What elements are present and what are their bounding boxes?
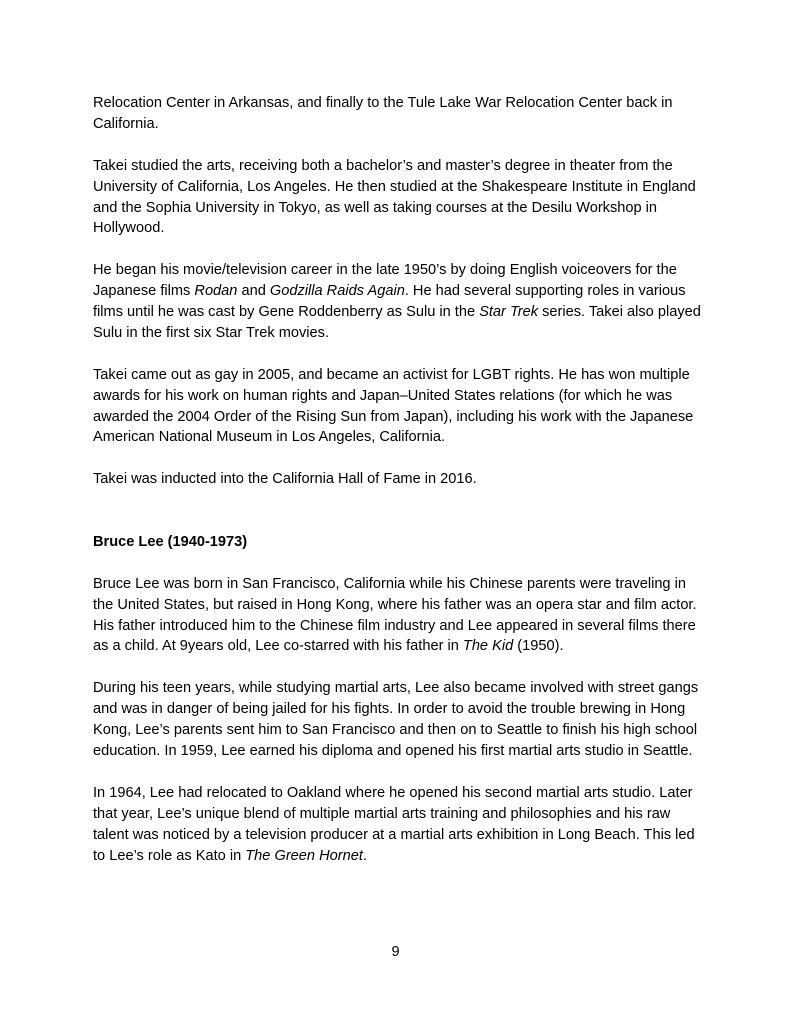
text-span: . [362, 847, 367, 864]
text-span: . He had several supporting roles in various films until he was cast by Gene Roddenberry as Sulu in the [93, 283, 686, 321]
document-body [93, 93, 708, 887]
series-title-green-hornet: The Green Hornet [245, 847, 363, 864]
section-heading-bruce-lee: Bruce Lee (1940-1973) [93, 533, 248, 550]
text-span: In 1964, Lee had relocated to Oakland where he opened his second martial arts studio. Later that year, Lee’s unique blend of multiple martial arts training and philosophies and his raw talent was noticed by a television producer at a martial arts exhibition in Long Beach. This led to Lee’s role as Kato in [93, 784, 695, 864]
text-span: series. Takei also played Sulu in the first six Star Trek movies. [93, 304, 701, 341]
text-span: (1950). [513, 638, 564, 655]
film-title-the-kid: The Kid [462, 638, 514, 655]
text-span: He began his movie/television career in the late 1950’s by doing English voiceovers for the Japanese films [93, 262, 677, 300]
takei-paragraph-hall-of-fame: Takei was inducted into the California Hall of Fame in 2016. [93, 471, 477, 488]
film-title-godzilla: Godzilla Raids Again [269, 283, 405, 300]
film-title-rodan: Rodan [194, 283, 238, 300]
takei-paragraph-career [93, 260, 708, 344]
series-title-star-trek: Star Trek [479, 304, 539, 321]
text-span: and [237, 283, 270, 300]
text-span: Bruce Lee was born in San Francisco, California while his Chinese parents were traveling in the United States, but raised in Hong Kong, where his father was an opera star and film actor. His father introduced him to the Chinese film industry and Lee appeared in several films there as a child. At 9years old, Lee co-starred with his father in [93, 575, 697, 655]
lee-paragraph-teen-years: During his teen years, while studying martial arts, Lee also became involved with street gangs and was in danger of being jailed for his fights. In order to avoid the trouble brewing in Hong Kong, Lee’s parents sent him to San Francisco and then on to Seattle to finish his high school education. In 1959, Lee earned his diploma and opened his first martial arts studio in Seattle. [93, 680, 699, 759]
lee-paragraph-early-life [93, 574, 708, 658]
takei-paragraph-activism: Takei came out as gay in 2005, and became an activist for LGBT rights. He has won multiple awards for his work on human rights and Japan–United States relations (for which he was awarded the 2004 Order of the Rising Sun from Japan), including his work with the Japanese American National Museum in Los Angeles, California. [93, 366, 694, 446]
lee-paragraph-oakland [93, 783, 708, 867]
takei-paragraph-education: Takei studied the arts, receiving both a bachelor’s and master’s degree in theater from the University of California, Los Angeles. He then studied at the Shakespeare Institute in England and the Sophia University in Tokyo, as well as taking courses at the Desilu Workshop in Hollywood. [93, 157, 696, 237]
page-number: 9 [391, 944, 400, 960]
takei-paragraph-relocation: Relocation Center in Arkansas, and finally to the Tule Lake War Relocation Center back in California. [93, 95, 673, 132]
